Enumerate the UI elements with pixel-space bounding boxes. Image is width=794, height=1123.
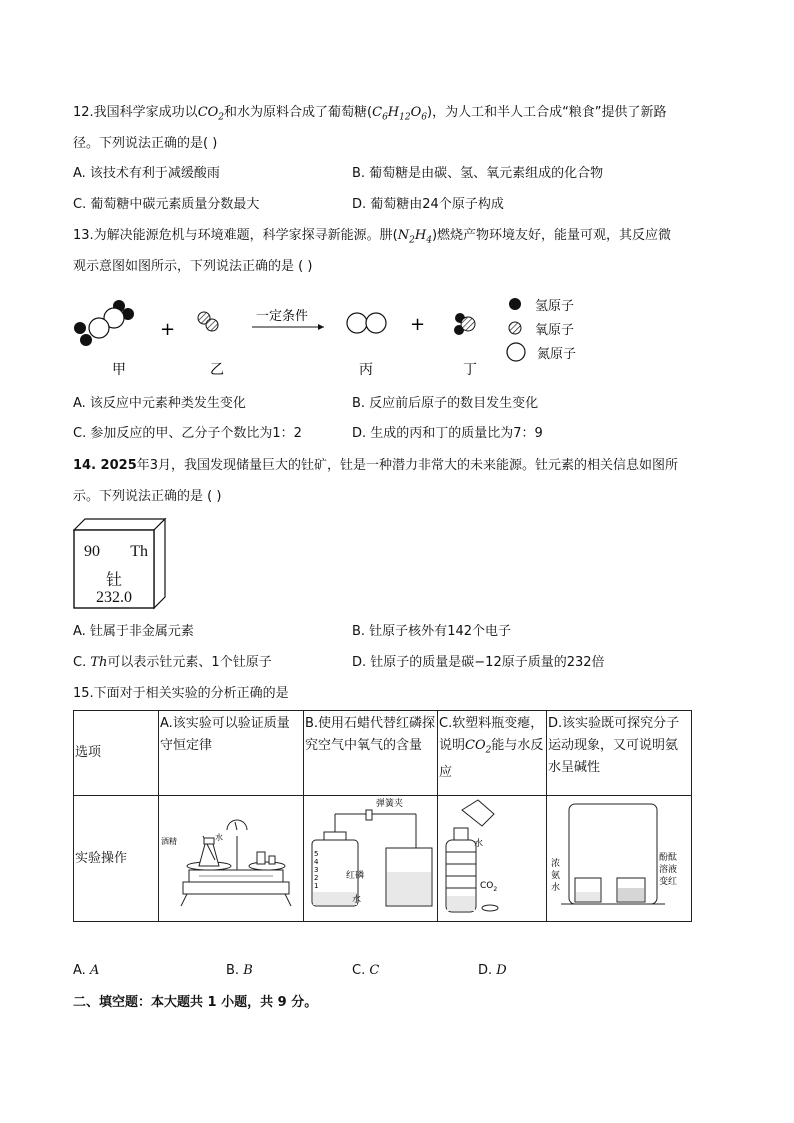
q12-option-c: C. 葡萄糖中碳元素质量分数最大 [73,197,260,212]
legend-oxygen: 氧原子 [505,316,576,340]
svg-text:3: 3 [314,866,319,874]
reaction-condition: 一定条件 [256,309,309,324]
atomic-number: 90 [84,543,100,560]
molecule-yi [198,312,218,331]
section-2-heading: 二、填空题：本大题共 1 小题，共 9 分。 [73,995,318,1010]
cell-option-a: A.该实验可以验证质量守恒定律 [159,711,304,796]
table-row-operations [74,796,692,922]
atom-legend [505,292,576,364]
q13-option-c: C. 参加反应的甲、乙分子个数比为1：2 [73,426,302,441]
label-ding: 丁 [463,362,477,378]
svg-text:5: 5 [314,850,319,858]
svg-text:水: 水 [474,839,484,849]
q14-option-b: B. 钍原子核外有142个电子 [352,624,512,639]
q13-stem-line2: 观示意图如图所示，下列说法正确的是 ( ) [73,259,313,274]
plastic-bottle-figure [438,796,546,921]
hydrogen-atom-icon [505,294,525,314]
element-card [74,531,154,609]
oxygen-content-figure [304,796,437,921]
cell-image-d [547,796,692,922]
svg-text:水: 水 [215,833,223,842]
plus-sign-1: + [160,319,176,340]
q15-choice-a: A. A [73,963,100,978]
svg-text:水: 水 [352,895,362,905]
element-name: 钍 [105,570,122,589]
legend-hydrogen: 氢原子 [505,292,576,316]
q12-option-a: A. 该技术有利于减缓酸雨 [73,166,220,181]
cell-option-d: D.该实验既可探究分子运动现象，又可说明氨水呈碱性 [547,711,692,796]
q15-stem: 15.下面对于相关实验的分析正确的是 [73,686,289,701]
q15-choice-d: D. D [478,963,507,978]
molecule-jia [74,300,134,346]
svg-text:溶液: 溶液 [659,865,678,875]
atomic-mass: 232.0 [96,589,132,606]
q15-choice-c: C. C [352,963,380,978]
q15-choice-b: B. B [226,963,253,978]
cell-option-b: B.使用石蜡代替红磷探究空气中氧气的含量 [304,711,438,796]
svg-text:氨: 氨 [551,871,561,881]
plus-sign-2: + [410,314,426,335]
oxygen-atom-icon [505,318,525,338]
svg-text:浓: 浓 [551,859,561,869]
reaction-arrow-head [318,324,324,330]
svg-text:4: 4 [314,858,319,866]
q13-option-a: A. 该反应中元素种类发生变化 [73,396,246,411]
nitrogen-atom-icon [505,341,527,363]
q14-option-c: C. Th可以表示钍元素、1个钍原子 [73,655,272,670]
cell-image-c [438,796,547,922]
label-yi: 乙 [210,362,224,378]
row-label-options: 选项 [74,711,159,796]
cell-option-c: C.软塑料瓶变瘪，说明$CO_2$能与水反应 [438,711,547,796]
q14-stem-line1: 14. 2025年3月，我国发现储量巨大的钍矿，钍是一种潜力非常大的未来能源。钍元素的相关信息如图所 [73,458,679,473]
label-bing: 丙 [359,362,373,378]
element-symbol: Th [130,543,148,560]
svg-text:水: 水 [551,883,561,893]
legend-nitrogen: 氮原子 [505,340,576,364]
svg-text:2: 2 [314,874,319,882]
cell-image-a [159,796,304,922]
molecule-bing [347,313,386,333]
molecule-ding [454,313,475,335]
svg-text:1: 1 [314,882,319,890]
svg-text:酒精: 酒精 [161,837,177,846]
q14-option-a: A. 钍属于非金属元素 [73,624,194,639]
svg-text:酚酞: 酚酞 [659,853,678,863]
balance-experiment-figure [159,796,303,921]
q13-stem-line1: 13.为解决能源危机与环境难题，科学家探寻新能源。肼$(N_2H_4)$燃烧产物环境友好，能量可观，其反应微 [73,228,672,246]
row-label-operations: 实验操作 [74,796,159,922]
svg-text:弹簧夹: 弹簧夹 [376,799,404,809]
q15-experiment-table [73,710,692,922]
cell-image-b [304,796,438,922]
q13-option-d: D. 生成的丙和丁的质量比为7：9 [352,426,543,441]
q12-option-b: B. 葡萄糖是由碳、氢、氧元素组成的化合物 [352,166,604,181]
q12-stem-line1: 12.我国科学家成功以$CO_2$和水为原料合成了葡萄糖$(C_6H_{12}O_6)$，为人工和半人工合成“粮食”提供了新路 [73,105,667,123]
q12-option-d: D. 葡萄糖由24个原子构成 [352,197,504,212]
q14-option-d: D. 钍原子的质量是碳−12原子质量的232倍 [352,655,605,670]
table-row-options [74,711,692,796]
svg-text:CO2: $CO_2$ [480,881,498,893]
svg-text:变红: 变红 [659,877,678,887]
ammonia-diffusion-figure [547,796,691,921]
q12-stem-line2: 径。下列说法正确的是( ) [73,136,218,151]
label-jia: 甲 [112,362,126,378]
q14-stem-line2: 示。下列说法正确的是 ( ) [73,489,222,504]
q13-option-b: B. 反应前后原子的数目发生变化 [352,396,539,411]
svg-text:红磷: 红磷 [346,871,365,881]
